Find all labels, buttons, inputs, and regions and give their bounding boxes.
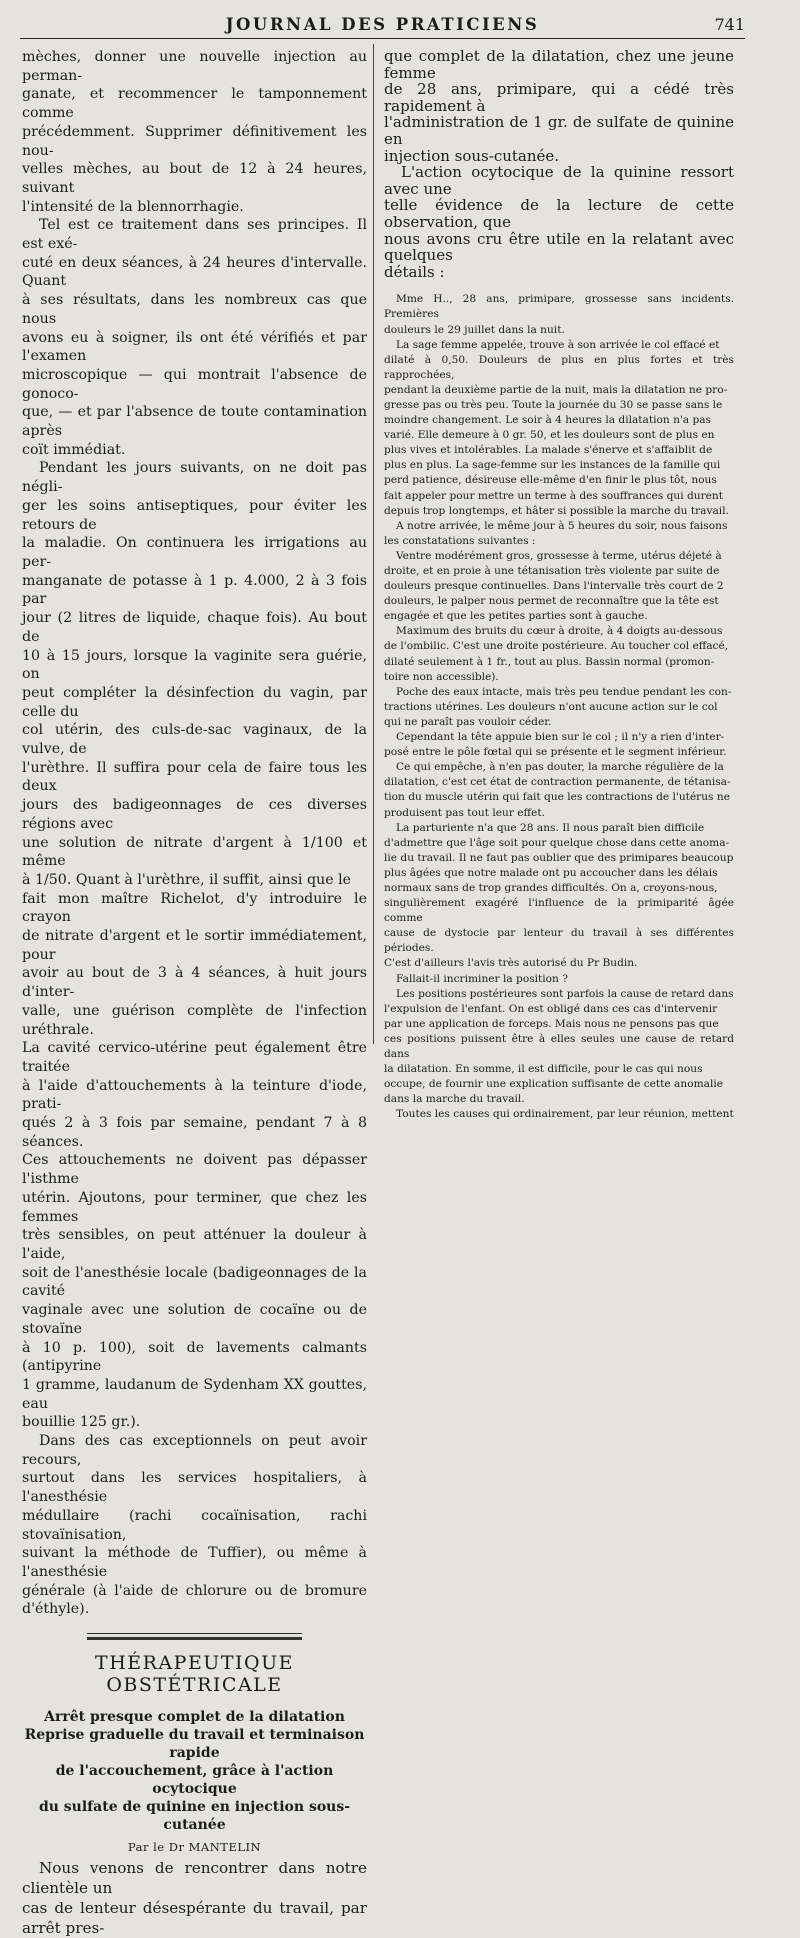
observation-paragraph: Fallait-il incriminer la position ? xyxy=(396,972,568,985)
section-rule xyxy=(87,1633,302,1640)
paragraph: Dans des cas exceptionnels on peut avoir recours, surtout dans les services hospitaliers, à l'anesthésie médullaire (rachi cocaïnisation, rachi stovaïnisation, suivant la méthode de Tuffier), ou même à l'anesthésie générale (à l'aide de chlorure ou de bromure d'éthyle). xyxy=(22,1433,367,1618)
left-column xyxy=(22,48,367,1938)
observation-paragraph: Maximum des bruits du cœur à droite, à 4 doigts au-dessous de l'ombilic. C'est une droite postérieure. Au toucher col effacé, dilaté seulement à 1 fr., tout au plus. Bassin normal (promon- toire non accessible). xyxy=(384,625,729,683)
observation-paragraph: Poche des eaux intacte, mais très peu tendue pendant les con- tractions utérines. Les douleurs n'ont aucune action sur le col qui ne paraît pas vouloir céder. xyxy=(384,685,732,728)
observation-paragraph: La parturiente n'a que 28 ans. Il nous paraît bien difficile d'admettre que l'âge soit pour quelque chose dans cette anoma- lie du travail. Il ne faut pas oublier que des primipares beaucoup plus âgées que notre malade ont pu accoucher dans les délais normaux sans de trop grandes difficultés. On a, croyons-nous, singulièrement exagéré l'influence de la primiparité âgée comme cause de dystocie par lenteur du travail à ses différentes périodes. C'est d'ailleurs l'avis très autorisé du Pr Budin. xyxy=(384,821,734,970)
column-divider xyxy=(373,44,374,1044)
paragraph: mèches, donner une nouvelle injection au perman- ganate, et recommencer le tamponnement comme précédemment. Supprimer définitivement les nou- velles mèches, au bout de 12 à 24 heures, suivant l'intensité de la blennorrhagie. xyxy=(22,49,367,215)
observation-paragraph: La sage femme appelée, trouve à son arrivée le col effacé et dilaté à 0,50. Douleurs de plus en plus fortes et très rapprochées, pendant la deuxième partie de la nuit, mais la dilatation ne pro- gresse pas ou très peu. Toute la journée du 30 se passe sans le moindre changement. Le soir à 4 heures la dilatation n'a pas varié. Elle demeure à 0 gr. 50, et les douleurs sont de plus en plus vives et intolérables. La malade s'énerve et s'affaiblit de plus en plus. La sage-femme sur les instances de la famille qui perd patience, désireuse elle-même d'en finir le plus tôt, nous fait appeler pour mettre un terme à des souffrances qui durent depuis trop longtemps, et hâter si possible la marche du travail. xyxy=(384,338,734,517)
observation-paragraph: Les positions postérieures sont parfois la cause de retard dans l'expulsion de l'enfant. On est obligé dans ces cas d'intervenir par une application de forceps. Mais nous ne pensons pas que ces positions puissent être à elles seules une cause de retard dans la dilatation. En somme, il est difficile, pour le cas qui nous occupe, de fournir une explication suffisante de cette anomalie dans la marche du travail. xyxy=(384,987,734,1106)
paragraph: Tel est ce traitement dans ses principes. Il est exé- cuté en deux séances, à 24 heures d'intervalle. Quant à ses résultats, dans les nombreux cas que nous avons eu à soigner, ils ont été vérifiés et par l'examen microscopique — qui montrait l'absence de gonoco- que, — et par l'absence de toute contamination après coït immédiat. xyxy=(22,217,367,458)
clinical-observation xyxy=(384,292,734,1122)
observation-paragraph: Mme H.., 28 ans, primipare, grossesse sans incidents. Premières douleurs le 29 juillet dans la nuit. xyxy=(384,293,734,336)
article-subtitle: Arrêt presque complet de la dilatation Reprise graduelle du travail et terminaison rapide de l'accouchement, grâce à l'action ocytocique du sulfate de quinine en injection sous-cutanée xyxy=(24,1709,365,1834)
observation-paragraph: Toutes les causes qui ordinairement, par leur réunion, mettent xyxy=(396,1108,734,1121)
article-intro: Nous venons de rencontrer dans notre clientèle un cas de lenteur désespérante du travail, par arrêt pres- xyxy=(22,1859,367,1938)
observation-paragraph: A notre arrivée, le même jour à 5 heures du soir, nous faisons les constatations suivantes : xyxy=(384,519,728,547)
right-column xyxy=(384,48,734,1122)
page-header xyxy=(20,10,745,39)
paragraph: L'action ocytocique de la quinine ressort avec une telle évidence de la lecture de cette observation, que nous avons cru être utile en la relatant avec quelques détails : xyxy=(384,163,734,281)
article-author: Par le Dr MANTELIN xyxy=(127,1840,262,1855)
page-number: 741 xyxy=(714,15,745,34)
journal-title: JOURNAL DES PRATICIENS xyxy=(225,15,540,34)
observation-paragraph: Ce qui empêche, à n'en pas douter, la marche régulière de la dilatation, c'est cet état de contraction permanente, de tétanisa- tion du muscle utérin qui fait que les contractions de l'utérus ne produisent pas tout leur effet. xyxy=(384,761,731,819)
paragraph: Pendant les jours suivants, on ne doit pas négli- ger les soins antiseptiques, pour éviter les retours de la maladie. On continuera les irrigations au per- manganate de potasse à 1 p. 4.000, 2 à 3 fois par jour (2 litres de liquide, chaque fois). Au bout de 10 à 15 jours, lorsque la vaginite sera guérie, on peut compléter la désinfection du vagin, par celle du col utérin, des culs-de-sac vaginaux, de la vulve, de l'urèthre. Il suffira pour cela de faire tous les deux jours des badigeonnages de ces diverses régions avec une solution de nitrate d'argent à 1/100 et même à 1/50. Quant à l'urèthre, il suffit, ainsi que le fait mon maître Richelot, d'y introduire le crayon de nitrate d'argent et le sortir immédiatement, pour avoir au bout de 3 à 4 séances, à huit jours d'inter- valle, une guérison complète de l'infection uréthrale. La cavité cervico-utérine peut également être traitée à l'aide d'attouchements à la teinture d'iode, prati- qués 2 à 3 fois par semaine, pendant 7 à 8 séances. Ces attouchements ne doivent pas dépasser l'isthme utérin. Ajoutons, pour terminer, que chez les femmes très sensibles, on peut atténuer la douleur à l'aide, soit de l'anesthésie locale (badigeonnages de la cavité vaginale avec une solution de cocaïne ou de stovaïne à 10 p. 100), soit de lavements calmants (antipyrine 1 gramme, laudanum de Sydenham XX gouttes, eau bouillie 125 gr.). xyxy=(22,460,367,1431)
observation-paragraph: Ventre modérément gros, grossesse à terme, utérus déjeté à droite, et en proie à une tétanisation très violente par suite de douleurs presque continuelles. Dans l'intervalle très court de 2 douleurs, le palper nous permet de reconnaître que la tête est engagée et que les petites parties sont à gauche. xyxy=(384,549,724,623)
paragraph: que complet de la dilatation, chez une jeune femme de 28 ans, primipare, qui a cédé très rapidement à l'administration de 1 gr. de sulfate de quinine en injection sous-cutanée. xyxy=(384,47,734,165)
observation-paragraph: Cependant la tête appuie bien sur le col ; il n'y a rien d'inter- posé entre le pôle fœtal qui se présente et le segment inférieur. xyxy=(384,731,727,759)
section-title: THÉRAPEUTIQUE OBSTÉTRICALE xyxy=(95,1652,294,1697)
